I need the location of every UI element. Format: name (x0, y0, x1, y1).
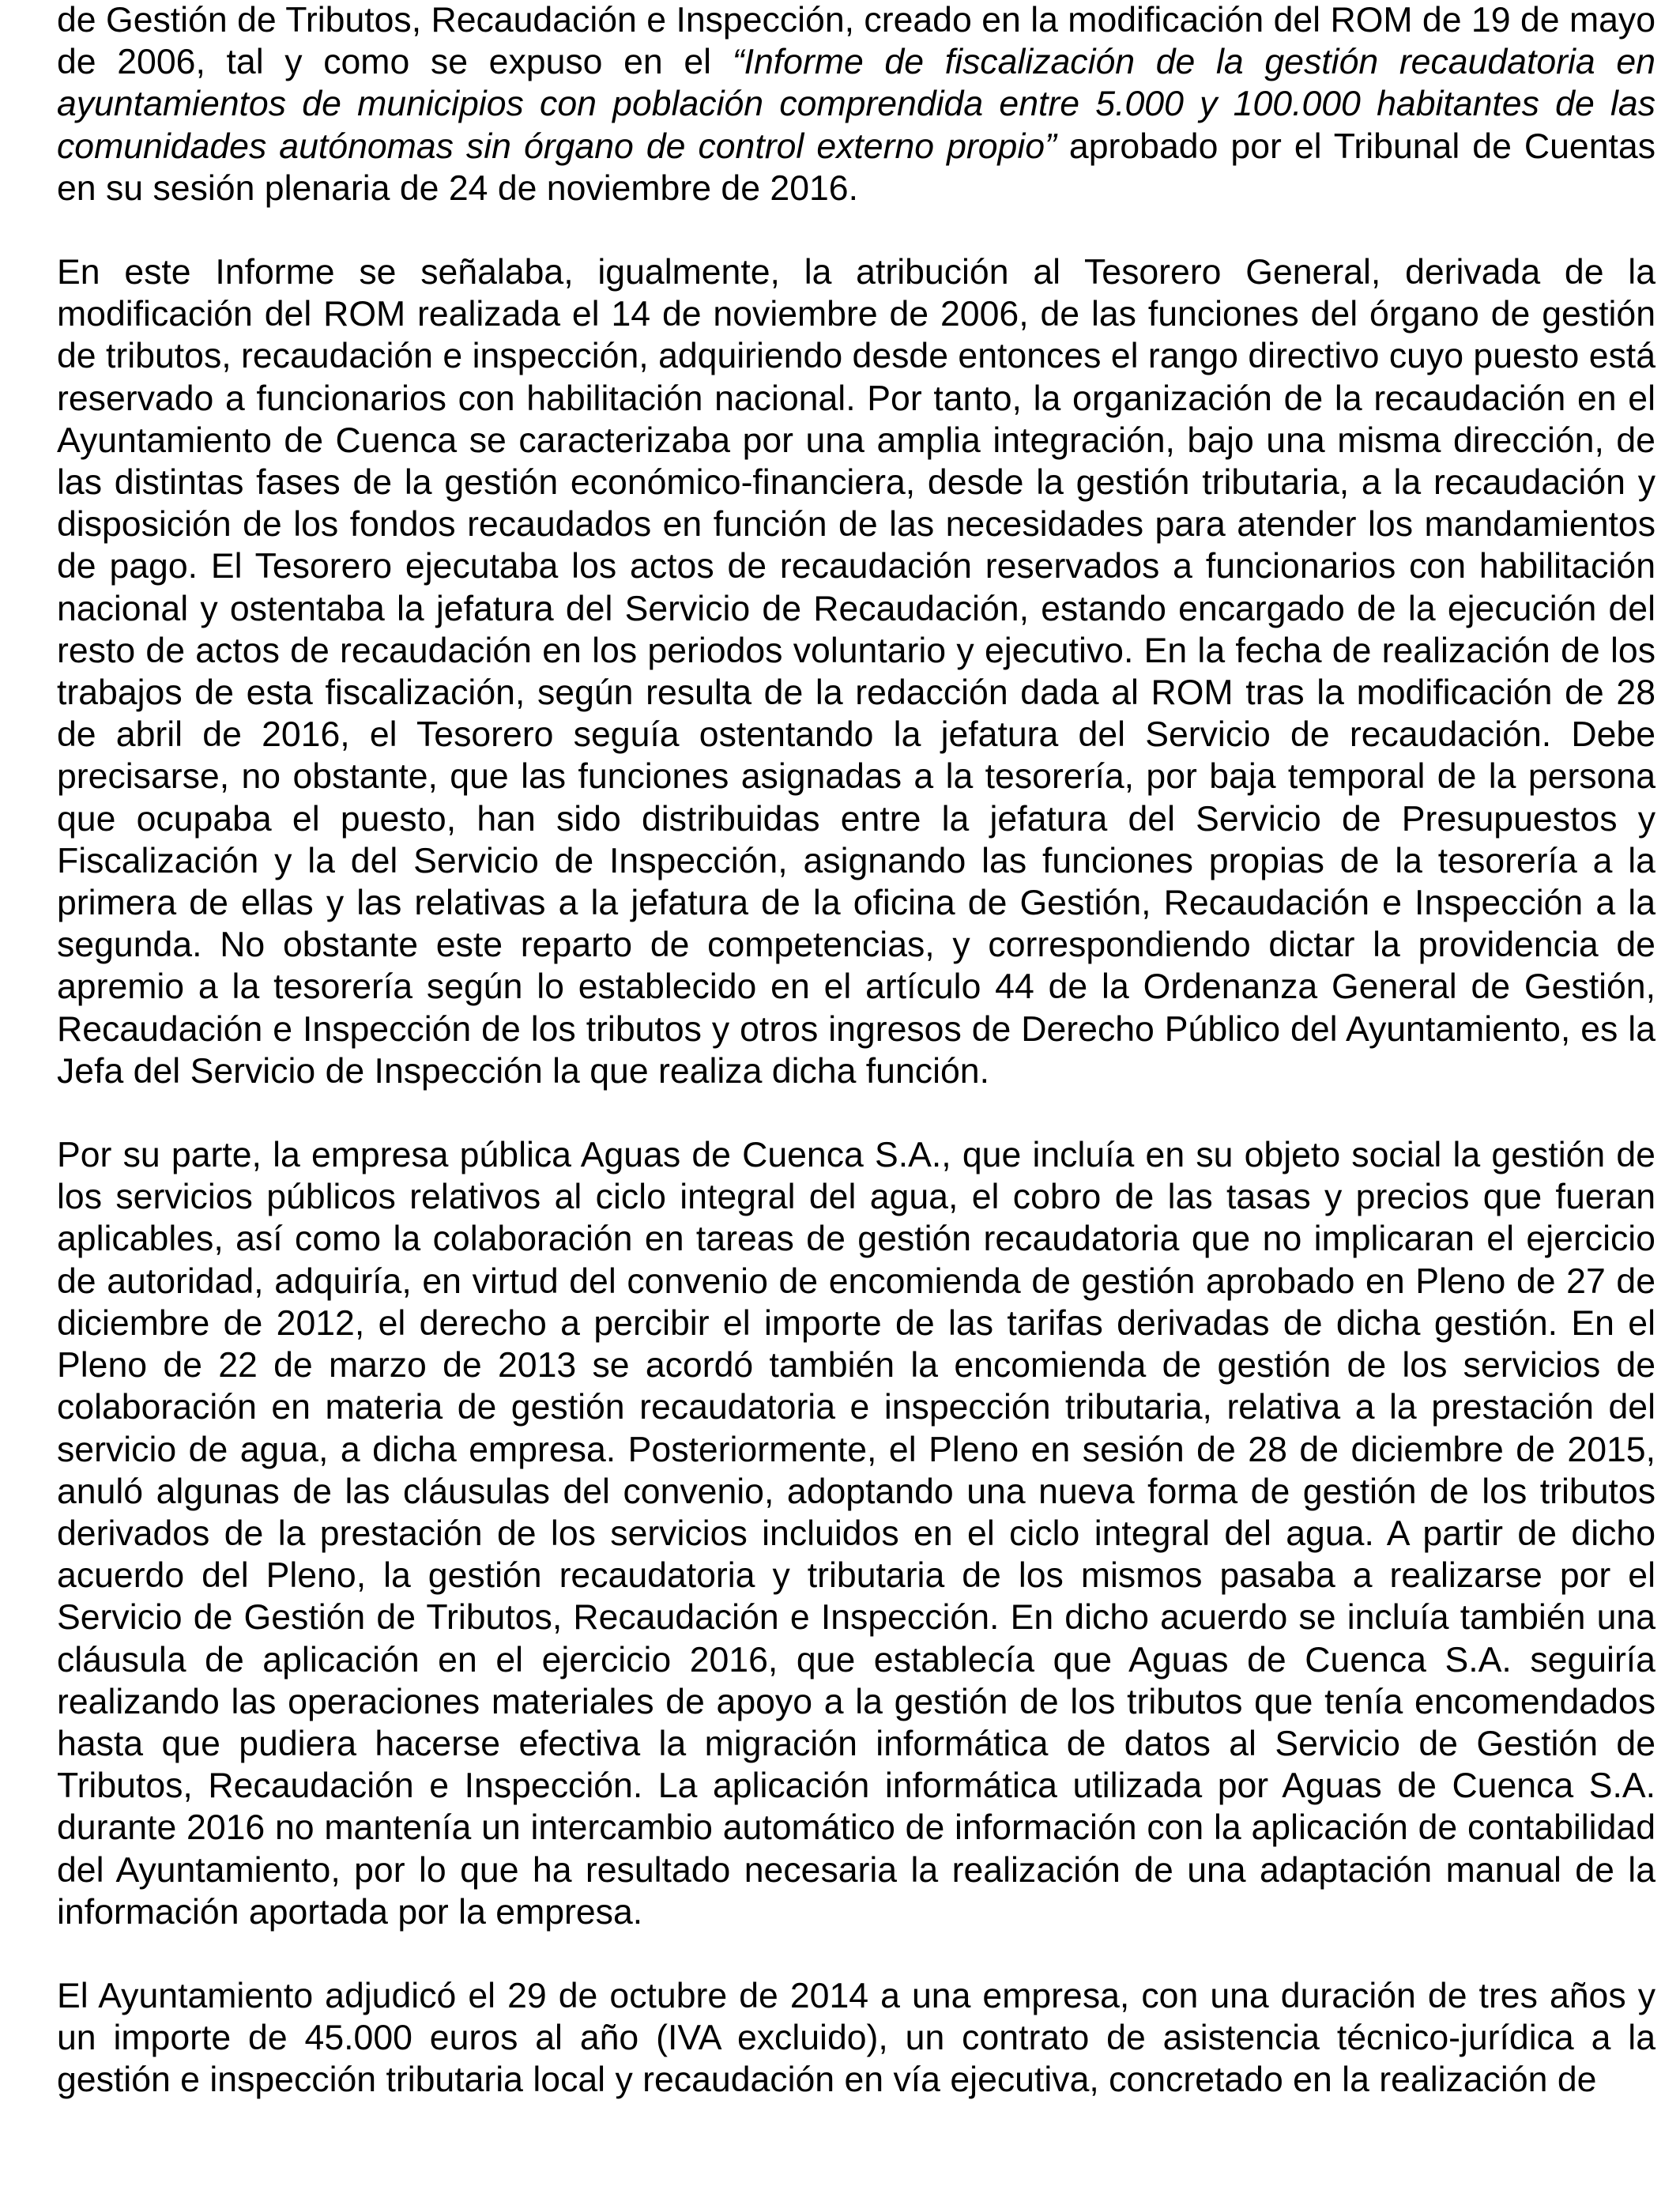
paragraph-1-tail: aprobado por el Tribunal de Cuentas en su sesión plenaria de 24 de noviembre de 2016. (57, 126, 1656, 208)
paragraph-3: Por su parte, la empresa pública Aguas de Cuenca S.A., que incluía en su objeto social la gestión de los servicios públicos relativos al ciclo integral del agua, el cobro de las tasas y precios que fueran aplicables, así como la colaboración en tareas de gestión recaudatoria que no implicaran el ejercicio de autoridad, adquiría, en virtud del convenio de encomienda de gestión aprobado en Pleno de 27 de diciembre de 2012, el derecho a percibir el importe de las tarifas derivadas de dicha gestión. En el Pleno de 22 de marzo de 2013 se acordó también la encomienda de gestión de los servicios de colaboración en materia de gestión recaudatoria e inspección tributaria, relativa a la prestación del servicio de agua, a dicha empresa. Posteriormente, el Pleno en sesión de 28 de diciembre de 2015, anuló algunas de las cláusulas del convenio, adoptando una nueva forma de gestión de los tributos derivados de la prestación de los servicios incluidos en el ciclo integral del agua. A partir de dicho acuerdo del Pleno, la gestión recaudatoria y tributaria de los mismos pasaba a realizarse por el Servicio de Gestión de Tributos, Recaudación e Inspección. En dicho acuerdo se incluía también una cláusula de aplicación en el ejercicio 2016, que establecía que Aguas de Cuenca S.A. seguiría realizando las operaciones materiales de apoyo a la gestión de los tributos que tenía encomendados hasta que pudiera hacerse efectiva la migración informática de datos al Servicio de Gestión de Tributos, Recaudación e Inspección. La aplicación informática utilizada por Aguas de Cuenca S.A. durante 2016 no mantenía un intercambio automático de información con la aplicación de contabilidad del Ayuntamiento, por lo que ha resultado necesaria la realización de una adaptación manual de la información aportada por la empresa. (57, 1136, 1656, 1932)
report-title-citation: “Informe de fiscalización de la gestión recaudatoria en ayuntamientos de municipios con población comprendida entre 5.000 y 100.000 habitantes de las comunidades autónomas sin órgano de control externo propio” (57, 43, 1656, 166)
document-page (57, 0, 1656, 2102)
paragraph-1-lead: de Gestión de Tributos, Recaudación e Inspección, creado en la modificación del ROM de 19 de mayo de 2006, tal y como se expuso en el (57, 1, 1656, 82)
paragraph-2: En este Informe se señalaba, igualmente, la atribución al Tesorero General, derivada de la modificación del ROM realizada el 14 de noviembre de 2006, de las funciones del órgano de gestión de tributos, recaudación e inspección, adquiriendo desde entonces el rango directivo cuyo puesto está reservado a funcionarios con habilitación nacional. Por tanto, la organización de la recaudación en el Ayuntamiento de Cuenca se caracterizaba por una amplia integración, bajo una misma dirección, de las distintas fases de la gestión económico-financiera, desde la gestión tributaria, a la recaudación y disposición de los fondos recaudados en función de las necesidades para atender los mandamientos de pago. El Tesorero ejecutaba los actos de recaudación reservados a funcionarios con habilitación nacional y ostentaba la jefatura del Servicio de Recaudación, estando encargado de la ejecución del resto de actos de recaudación en los periodos voluntario y ejecutivo. En la fecha de realización de los trabajos de esta fiscalización, según resulta de la redacción dada al ROM tras la modificación de 28 de abril de 2016, el Tesorero seguía ostentando la jefatura del Servicio de recaudación. Debe precisarse, no obstante, que las funciones asignadas a la tesorería, por baja temporal de la persona que ocupaba el puesto, han sido distribuidas entre la jefatura del Servicio de Presupuestos y Fiscalización y la del Servicio de Inspección, asignando las funciones propias de la tesorería a la primera de ellas y las relativas a la jefatura de la oficina de Gestión, Recaudación e Inspección a la segunda. No obstante este reparto de competencias, y correspondiendo dictar la providencia de apremio a la tesorería según lo establecido en el artículo 44 de la Ordenanza General de Gestión, Recaudación e Inspección de los tributos y otros ingresos de Derecho Público del Ayuntamiento, es la Jefa del Servicio de Inspección la que realiza dicha función. (57, 253, 1656, 1091)
paragraph-4: El Ayuntamiento adjudicó el 29 de octubre de 2014 a una empresa, con una duración de tres años y un importe de 45.000 euros al año (IVA excluido), un contrato de asistencia técnico-jurídica a la gestión e inspección tributaria local y recaudación en vía ejecutiva, concretado en la realización de (57, 1976, 1656, 2100)
paragraph-1 (57, 0, 1656, 209)
